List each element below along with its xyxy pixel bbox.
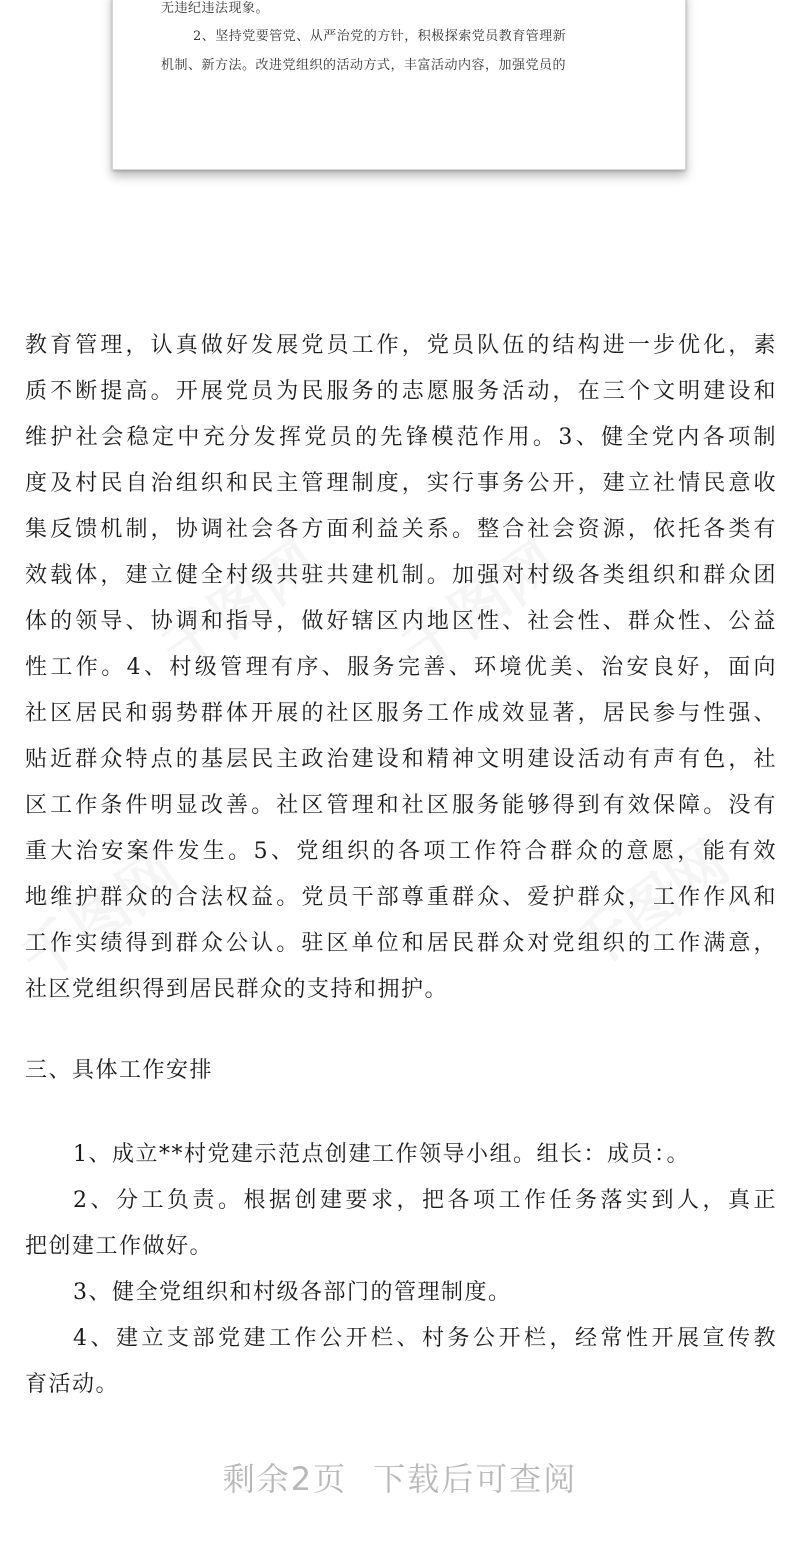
body-line: 质不断提高。开展党员为民服务的志愿服务活动，在三个文明建设和 [25,379,777,404]
body-line: 维护社会稳定中充分发挥党员的先锋模范作用。3、健全党内各项制 [25,425,777,450]
body-line: 教育管理，认真做好发展党员工作，党员队伍的结构进一步优化，素 [25,333,777,358]
list-item: 3、健全党组织和村级各部门的管理制度。 [73,1280,512,1305]
body-line: 工作实绩得到群众公认。驻区单位和居民群众对党组织的工作满意， [25,931,777,956]
body-line: 区工作条件明显改善。社区管理和社区服务能够得到有效保障。没有 [25,793,777,818]
list-item-continuation: 育活动。 [25,1372,120,1397]
body-line: 集反馈机制，协调社会各方面利益关系。整合社会资源，依托各类有 [25,517,777,542]
list-item: 2、分工负责。根据创建要求，把各项工作任务落实到人，真正 [73,1188,777,1213]
preview-line: 2、坚持党要管党、从严治党的方针，积极探索党员教育管理新 [193,29,567,44]
watermark-logo: 千图网 [559,828,741,984]
watermark-logo: 千图网 [149,528,331,684]
preview-line: 机制、新方法。改进党组织的活动方式，丰富活动内容，加强党员的 [161,58,567,73]
watermark-logo: 千图网 [9,838,191,994]
body-line: 社区党组织得到居民群众的支持和拥护。 [25,977,449,1002]
body-line: 社区居民和弱势群体开展的社区服务工作成效显著，居民参与性强、 [25,701,777,726]
watermark-logo: 千图网 [389,528,571,684]
remaining-pages-download-note[interactable]: 剩余2页 下载后可查阅 [222,1460,578,1498]
section-list [25,1132,777,1408]
body-paragraph [25,323,777,1013]
body-line: 地维护群众的合法权益。党员干部尊重群众、爱护群众，工作作风和 [25,885,777,910]
section-heading: 三、具体工作安排 [25,1058,214,1083]
list-item-continuation: 把创建工作做好。 [25,1234,214,1259]
document-preview-card [112,0,686,170]
body-line: 贴近群众特点的基层民主政治建设和精神文明建设活动有声有色，社 [25,747,777,772]
list-item: 4、建立支部党建工作公开栏、村务公开栏，经常性开展宣传教 [73,1326,777,1351]
list-item: 1、成立**村党建示范点创建工作领导小组。组长：成员：。 [73,1142,690,1167]
body-line: 体的领导、协调和指导，做好辖区内地区性、社会性、群众性、公益 [25,609,777,634]
body-line: 效载体，建立健全村级共驻共建机制。加强对村级各类组织和群众团 [25,563,777,588]
body-line: 重大治安案件发生。5、党组织的各项工作符合群众的意愿，能有效 [25,839,777,864]
body-line: 度及村民自治组织和民主管理制度，实行事务公开，建立社情民意收 [25,471,777,496]
body-line: 性工作。4、村级管理有序、服务完善、环境优美、治安良好，面向 [25,655,777,680]
preview-line: 无违纪违法现象。 [161,1,270,16]
